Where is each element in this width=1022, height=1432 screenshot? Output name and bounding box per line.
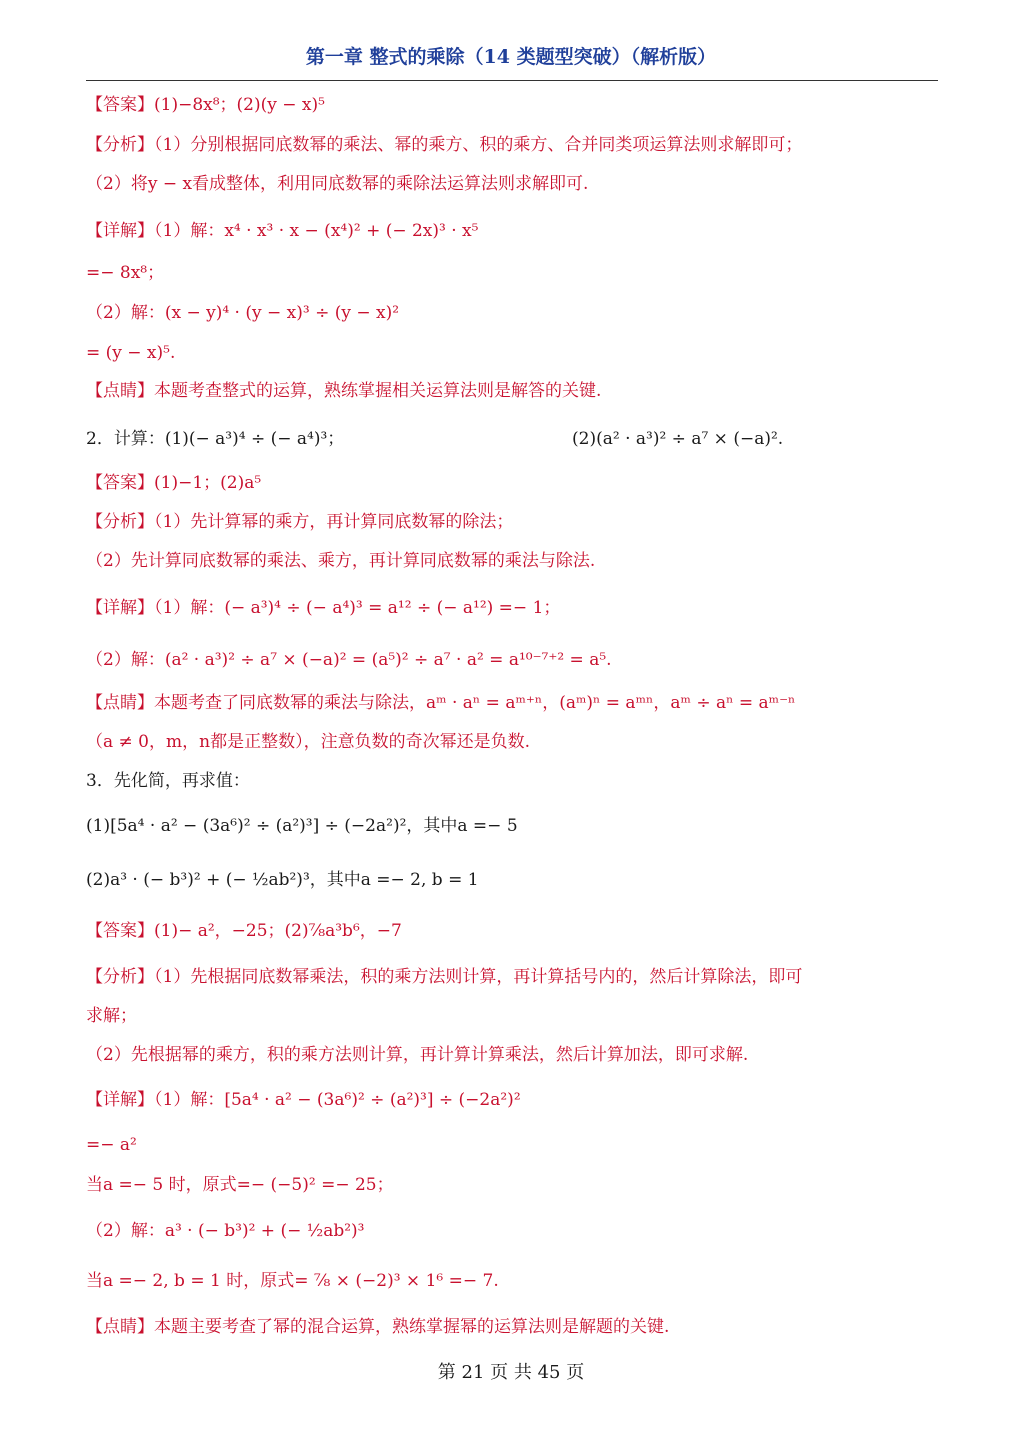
question-3-part1: (1)[5a⁴ · a² − (3a⁶)² ÷ (a²)³] ÷ (−2a²)²，其中a =− 5 bbox=[86, 816, 518, 836]
detail-3-e: 当a =− 2, b = 1 时，原式= ⅞ × (−2)³ × 1⁶ =− 7. bbox=[86, 1271, 499, 1291]
detail-2-b: （2）解：(a² · a³)² ÷ a⁷ × (−a)² = (a⁵)² ÷ a⁷ · a² = a¹⁰⁻⁷⁺² = a⁵. bbox=[86, 650, 612, 670]
question-2-part1: 2．计算：(1)(− a³)⁴ ÷ (− a⁴)³； bbox=[86, 429, 345, 449]
detail-1-c: （2）解：(x − y)⁴ · (y − x)³ ÷ (y − x)² bbox=[86, 303, 400, 323]
header-rule bbox=[86, 80, 938, 81]
page-header-title: 第一章 整式的乘除（14 类题型突破）（解析版） bbox=[305, 46, 717, 68]
page-footer: 第 21 页 共 45 页 bbox=[437, 1362, 585, 1383]
detail-1-a: 【详解】（1）解：x⁴ · x³ · x − (x⁴)² + (− 2x)³ · x⁵ bbox=[86, 221, 479, 241]
comment-1: 【点睛】本题考查整式的运算，熟练掌握相关运算法则是解答的关键. bbox=[86, 381, 602, 401]
detail-2-a: 【详解】（1）解：(− a³)⁴ ÷ (− a⁴)³ = a¹² ÷ (− a¹²) =− 1； bbox=[86, 598, 561, 618]
question-3-part2: (2)a³ · (− b³)² + (− ½ab²)³，其中a =− 2, b = 1 bbox=[86, 870, 479, 890]
detail-3-d: （2）解：a³ · (− b³)² + (− ½ab²)³ bbox=[86, 1221, 365, 1241]
analysis-2-b: （2）先计算同底数幂的乘法、乘方，再计算同底数幂的乘法与除法. bbox=[86, 551, 596, 571]
answer-2: 【答案】(1)−1；(2)a⁵ bbox=[86, 473, 262, 493]
detail-1-d: = (y − x)⁵. bbox=[86, 343, 176, 363]
analysis-3-a: 【分析】（1）先根据同底数幂乘法，积的乘方法则计算，再计算括号内的，然后计算除法，即可 bbox=[86, 967, 803, 987]
comment-2-b: （a ≠ 0，m，n都是正整数），注意负数的奇次幂还是负数. bbox=[86, 732, 530, 752]
analysis-1-a: 【分析】（1）分别根据同底数幂的乘法、幂的乘方、积的乘方、合并同类项运算法则求解即可； bbox=[86, 135, 803, 155]
answer-3: 【答案】(1)− a²，−25；(2)⅞a³b⁶，−7 bbox=[86, 921, 402, 941]
question-2 bbox=[86, 428, 946, 450]
answer-1: 【答案】(1)−8x⁸；(2)(y − x)⁵ bbox=[86, 95, 325, 115]
detail-3-c: 当a =− 5 时，原式=− (−5)² =− 25； bbox=[86, 1175, 394, 1195]
question-2-part2: (2)(a² · a³)² ÷ a⁷ × (−a)². bbox=[572, 429, 784, 449]
detail-3-a: 【详解】（1）解：[5a⁴ · a² − (3a⁶)² ÷ (a²)³] ÷ (−2a²)² bbox=[86, 1090, 521, 1110]
analysis-2-a: 【分析】（1）先计算幂的乘方，再计算同底数幂的除法； bbox=[86, 512, 514, 532]
analysis-3-b: 求解； bbox=[86, 1006, 137, 1026]
analysis-3-c: （2）先根据幂的乘方，积的乘方法则计算，再计算计算乘法，然后计算加法，即可求解. bbox=[86, 1045, 749, 1065]
comment-2-a: 【点睛】本题考查了同底数幂的乘法与除法，aᵐ · aⁿ = aᵐ⁺ⁿ，(aᵐ)ⁿ = aᵐⁿ，aᵐ ÷ aⁿ = aᵐ⁻ⁿ bbox=[86, 693, 796, 713]
comment-3: 【点睛】本题主要考查了幂的混合运算，熟练掌握幂的运算法则是解题的关键. bbox=[86, 1317, 670, 1337]
detail-3-b: =− a² bbox=[86, 1135, 137, 1155]
detail-1-b: =− 8x⁸； bbox=[86, 263, 165, 283]
analysis-1-b: （2）将y − x看成整体，利用同底数幂的乘除法运算法则求解即可. bbox=[86, 174, 589, 194]
question-3-title: 3．先化简，再求值： bbox=[86, 771, 250, 791]
